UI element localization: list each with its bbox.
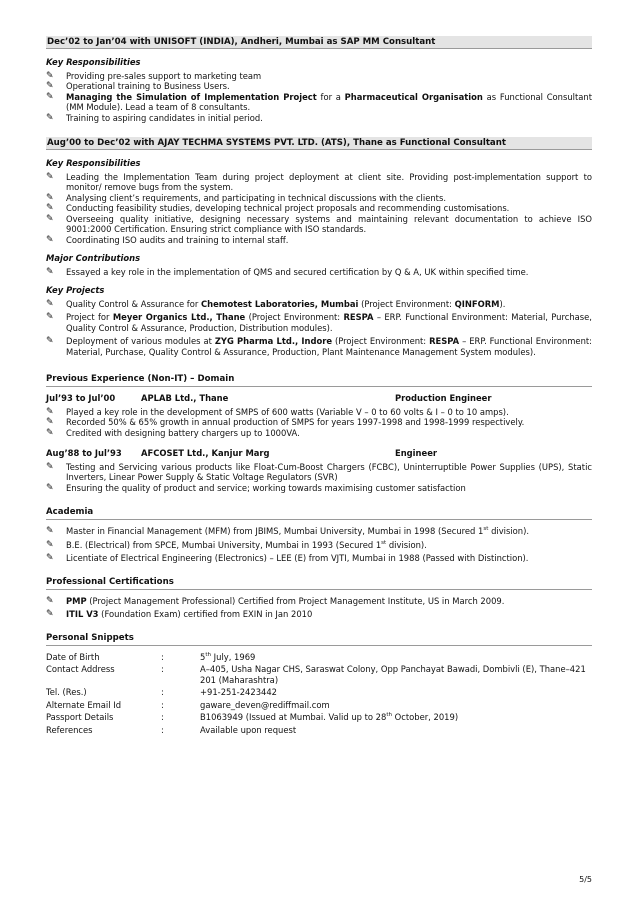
row-key: Alternate Email Id (46, 699, 122, 710)
row-colon: : (161, 724, 164, 735)
pencil-bullet-icon: ✎ (46, 213, 54, 224)
list-item: ✎ Analysing client’s requirements, and participating in technical discussions with the clients. (46, 192, 446, 203)
row-colon: : (161, 712, 164, 722)
list-item: ✎ Project for Meyer Organics Ltd., Thane (Project Environment: RESPA – ERP. Functional Environment: Material, Purchase, Quality Control & Assurance, Production, Distribution modules). (46, 312, 592, 333)
role-row-afcoset (46, 448, 592, 459)
list-item: ✎ Recorded 50% & 65% growth in annual production of SMPS for years 1997-1998 and 1998-1999 respectively. (46, 417, 525, 427)
list-item: ✎ Leading the Implementation Team during project deployment at client site. Providing post-implementation support to monitor/ remove bugs from the system. (46, 171, 592, 192)
academia-list (46, 526, 592, 564)
list-item: ✎ Master in Financial Management (MFM) from JBIMS, Mumbai University, Mumbai in 1998 (Secured 1st division). (46, 526, 530, 536)
pencil-bullet-icon: ✎ (46, 70, 54, 81)
list-item: ✎ Overseeing quality initiative, designing necessary systems and maintaining relevant documentation to achieve ISO 9001:2000 Certification. Ensuring strict compliance with ISO standards. (46, 213, 592, 234)
list-item: ✎ Testing and Servicing various products like Float-Cum-Boost Chargers (FCBC), Uninterruptible Power Supplies (UPS), Static Inverters, Linear Power Supply & Static Voltage Regulators (SVR) (46, 461, 592, 482)
resume-page (46, 36, 592, 737)
pencil-bullet-icon: ✎ (46, 234, 54, 245)
list-item: ✎ Essayed a key role in the implementation of QMS and secured certification by Q & A, UK within specified time. (46, 266, 529, 277)
pencil-bullet-icon: ✎ (46, 91, 54, 102)
pencil-bullet-icon: ✎ (46, 171, 54, 182)
afcoset-items-list (46, 462, 592, 494)
pencil-bullet-icon: ✎ (46, 417, 54, 427)
pencil-bullet-icon: ✎ (46, 81, 54, 91)
major-contributions-label: Major Contributions (46, 253, 141, 263)
row-key: Date of Birth (46, 651, 100, 662)
pencil-bullet-icon: ✎ (46, 112, 54, 123)
pencil-bullet-icon: ✎ (46, 526, 54, 536)
row-value: B1063949 (Issued at Mumbai. Valid up to 28th October, 2019) (200, 712, 459, 722)
unisoft-responsibilities-list (46, 71, 592, 124)
table-row (46, 664, 592, 687)
list-item: ✎ Providing pre-sales support to marketing team (46, 70, 262, 81)
row-value: +91-251-2423442 (200, 687, 278, 697)
role-row-aplab (46, 393, 592, 404)
key-projects-list (46, 299, 592, 358)
list-item: ✎ B.E. (Electrical) from SPCE, Mumbai University, Mumbai in 1993 (Secured 1st division). (46, 539, 427, 550)
row-value: A–405, Usha Nagar CHS, Saraswat Colony, Opp Panchayat Bawadi, Dombivli (E), Thane–421 201 (Maharashtra) (200, 664, 586, 685)
ats-responsibilities-list (46, 172, 592, 246)
role-company: APLAB Ltd., Thane (141, 393, 229, 403)
role-company: AFCOSET Ltd., Kanjur Marg (141, 448, 270, 458)
list-item: ✎ PMP (Project Management Professional) Certified from Project Management Institute, US in March 2009. (46, 595, 505, 606)
pencil-bullet-icon: ✎ (46, 336, 54, 346)
table-row (46, 712, 592, 725)
row-colon: : (161, 651, 164, 662)
key-responsibilities-label: Key Responsibilities (46, 57, 141, 67)
list-item: ✎ Ensuring the quality of product and service; working towards maximising customer satisfaction (46, 482, 466, 493)
role-title: Engineer (395, 448, 438, 458)
pencil-bullet-icon: ✎ (46, 192, 54, 203)
row-colon: : (161, 687, 164, 697)
table-row (46, 687, 592, 700)
pencil-bullet-icon: ✎ (46, 266, 54, 277)
job-ajay-techma-header: Aug’00 to Dec’02 with AJAY TECHMA SYSTEMS PVT. LTD. (ATS), Thane as Functional Consultant (46, 137, 592, 150)
table-row (46, 652, 592, 665)
pencil-bullet-icon: ✎ (46, 553, 54, 563)
role-period: Jul’93 to Jul’00 (46, 393, 116, 403)
row-value: Available upon request (200, 724, 297, 735)
major-contributions-list (46, 267, 592, 278)
page-number: 5/5 (579, 875, 592, 884)
table-row (46, 700, 592, 713)
aplab-items-list (46, 407, 592, 439)
pencil-bullet-icon: ✎ (46, 427, 54, 438)
job-unisoft-header: Dec’02 to Jan’04 with UNISOFT (INDIA), Andheri, Mumbai as SAP MM Consultant (46, 36, 592, 49)
personal-details-table (46, 652, 592, 738)
previous-experience-header: Previous Experience (Non-IT) – Domain (46, 374, 592, 387)
role-period: Aug’88 to Jul’93 (46, 448, 122, 458)
pencil-bullet-icon: ✎ (46, 406, 54, 417)
list-item: ✎ Played a key role in the development of SMPS of 600 watts (Variable V – 0 to 60 volts & I – 0 to 10 amps). (46, 406, 509, 417)
certifications-list (46, 596, 592, 620)
pencil-bullet-icon: ✎ (46, 609, 54, 619)
row-colon: : (161, 699, 164, 710)
pencil-bullet-icon: ✎ (46, 539, 54, 550)
list-item: ✎ Coordinating ISO audits and training to internal staff. (46, 234, 289, 245)
pencil-bullet-icon: ✎ (46, 461, 54, 472)
key-responsibilities-label: Key Responsibilities (46, 158, 141, 168)
certifications-header: Professional Certifications (46, 577, 592, 590)
list-item: ✎ Deployment of various modules at ZYG Pharma Ltd., Indore (Project Environment: RESPA – ERP. Functional Environment: Material, Purchase, Quality Control & Assurance, Production, Plant Maintenance Management System modules). (46, 336, 592, 357)
pencil-bullet-icon: ✎ (46, 203, 54, 213)
pencil-bullet-icon: ✎ (46, 298, 54, 309)
key-projects-label: Key Projects (46, 285, 105, 295)
list-item: ✎ Conducting feasibility studies, developing technical project proposals and recommending customisations. (46, 203, 510, 213)
list-item: ✎ Quality Control & Assurance for Chemotest Laboratories, Mumbai (Project Environment: QINFORM). (46, 298, 506, 309)
list-item: ✎ ITIL V3 (Foundation Exam) certified from EXIN in Jan 2010 (46, 609, 313, 619)
row-key: Contact Address (46, 664, 115, 674)
row-key: Passport Details (46, 712, 114, 722)
row-value: 5th July, 1969 (200, 651, 256, 662)
table-row (46, 725, 592, 738)
row-key: References (46, 724, 93, 735)
pencil-bullet-icon: ✎ (46, 482, 54, 493)
row-value: gaware_deven@rediffmail.com (200, 699, 330, 710)
list-item: ✎ Licentiate of Electrical Engineering (Electronics) – LEE (E) from VJTI, Mumbai in 1988 (Passed with Distinction). (46, 553, 529, 563)
list-item: ✎ Managing the Simulation of Implementation Project for a Pharmaceutical Organisation as Functional Consultant (MM Module). Lead a team of 8 consultants. (46, 91, 592, 112)
pencil-bullet-icon: ✎ (46, 312, 54, 322)
list-item: ✎ Operational training to Business Users. (46, 81, 230, 91)
list-item: ✎ Credited with designing battery chargers up to 1000VA. (46, 427, 300, 438)
academia-header: Academia (46, 507, 592, 520)
list-item: ✎ Training to aspiring candidates in initial period. (46, 112, 263, 123)
personal-snippets-header: Personal Snippets (46, 633, 592, 646)
row-key: Tel. (Res.) (46, 687, 87, 697)
role-title: Production Engineer (395, 393, 492, 403)
pencil-bullet-icon: ✎ (46, 595, 54, 606)
row-colon: : (161, 664, 164, 674)
